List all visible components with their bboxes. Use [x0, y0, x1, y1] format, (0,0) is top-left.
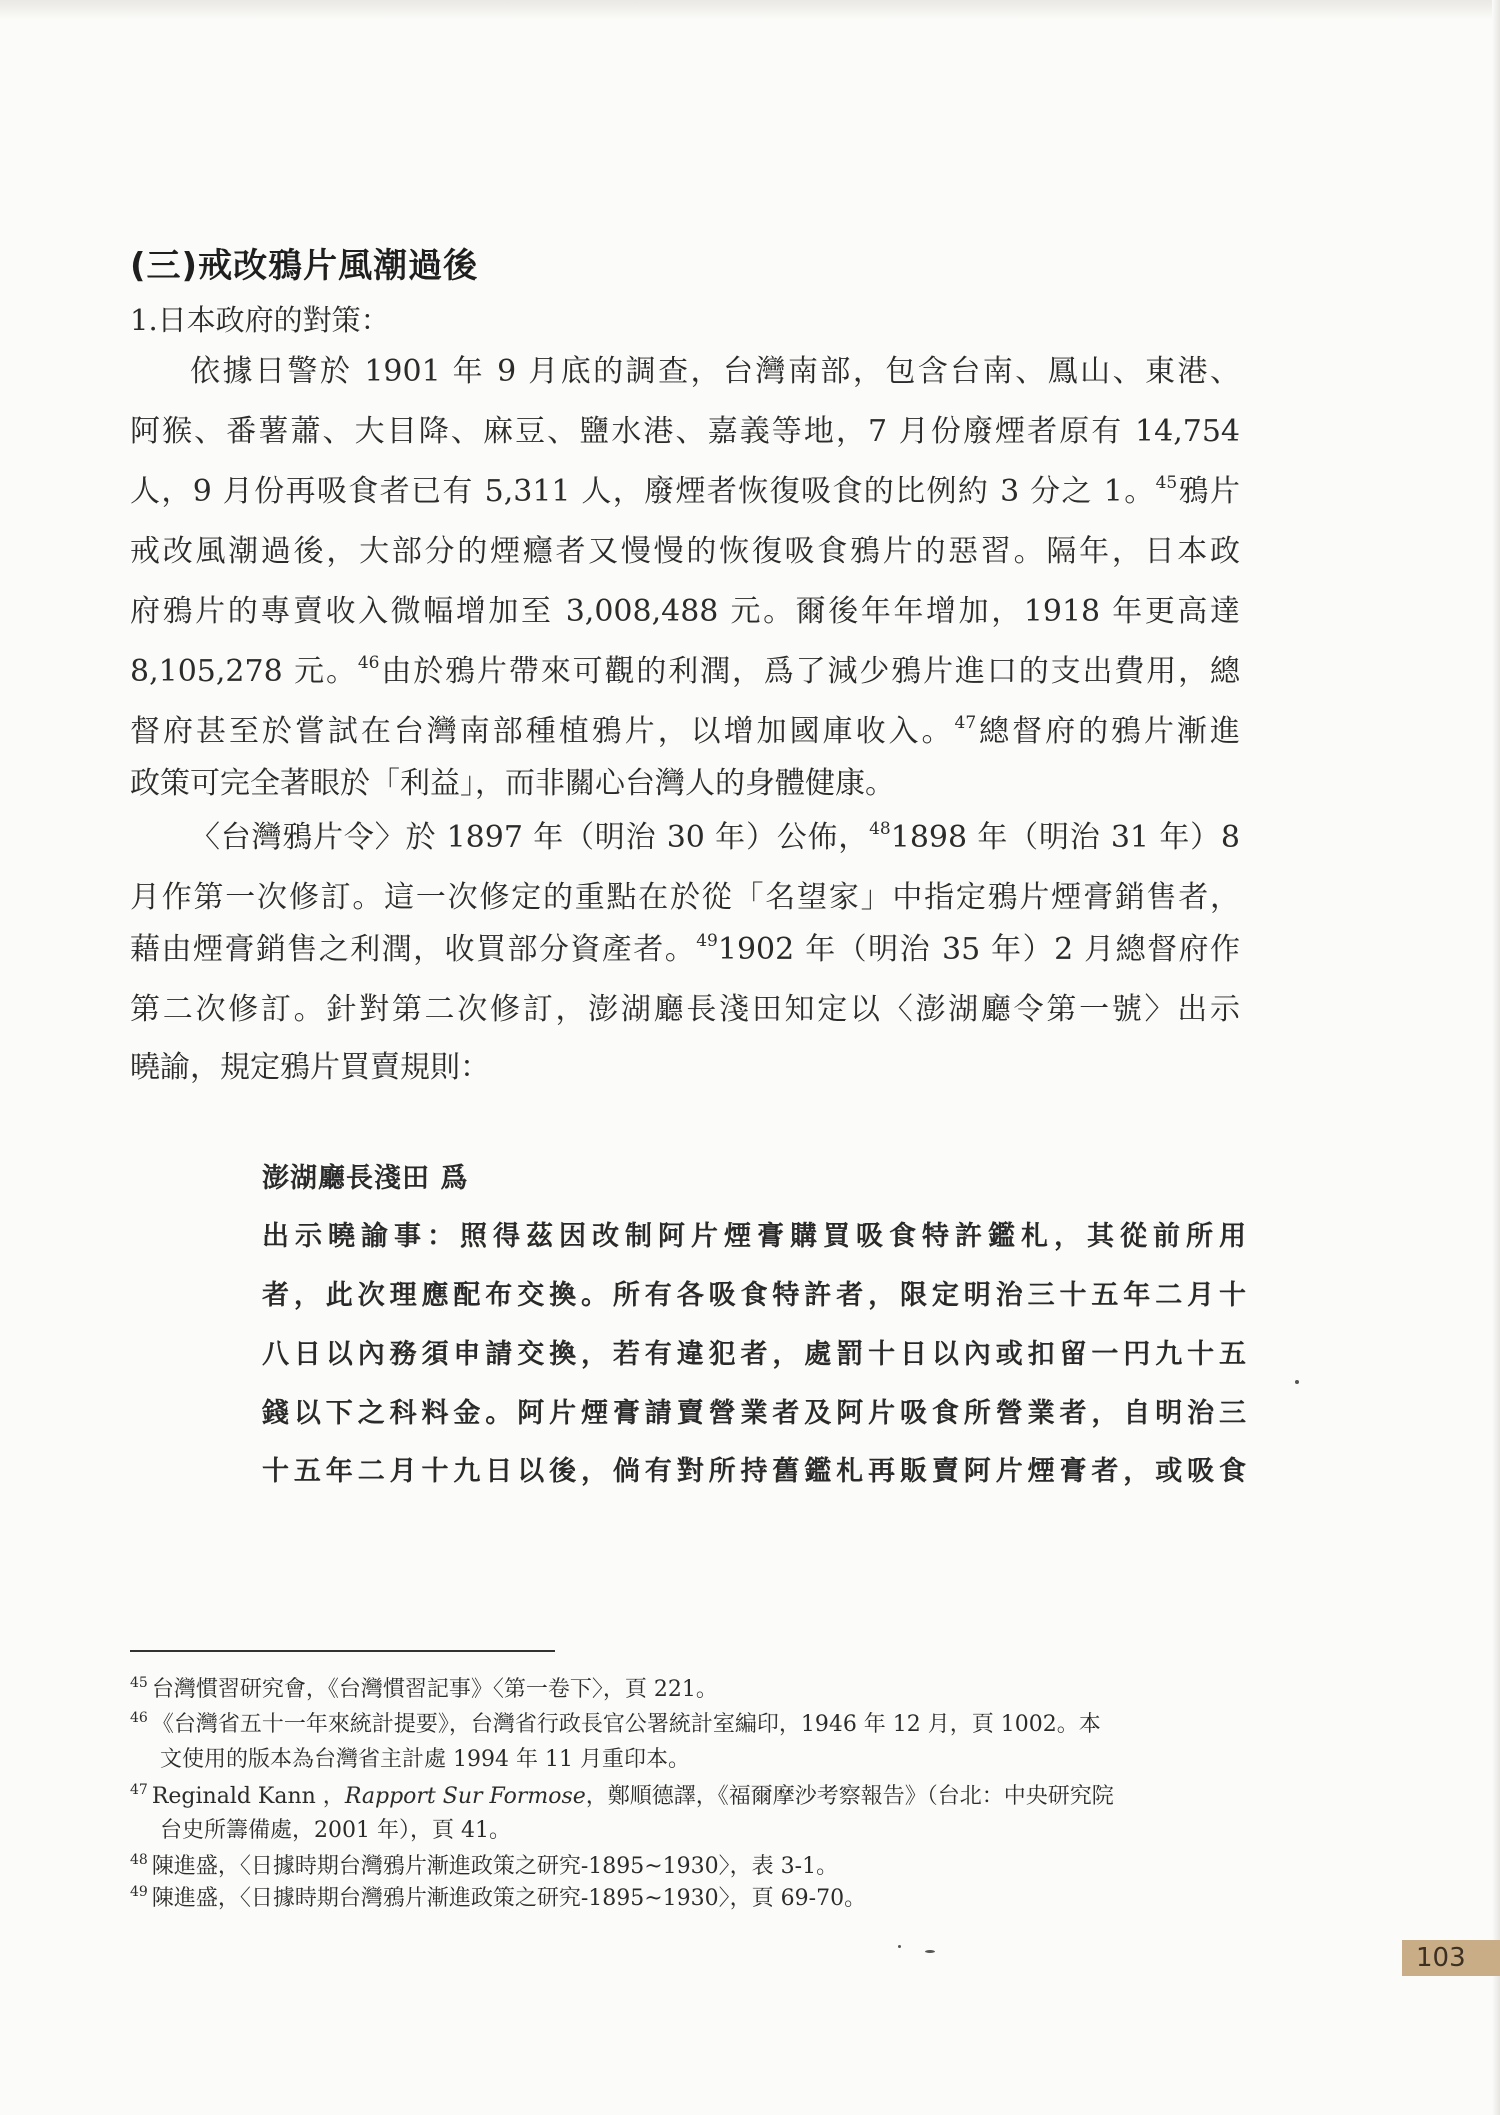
scan-speck — [898, 1945, 901, 1948]
footnote-47 — [130, 1782, 1255, 1812]
page-right-edge — [1492, 0, 1500, 2115]
quote-line: 錢以下之科料金。阿片煙膏請賣營業者及阿片吸食所營業者，自明治三 — [262, 1398, 1247, 1429]
footnote-text: 陳進盛，〈日據時期台灣鴉片漸進政策之研究-1895~1930〉，頁 69-70。 — [151, 1886, 867, 1911]
body-line — [190, 818, 1240, 858]
footnote-46-cont: 文使用的版本為台灣省主計處 1994 年 11 月重印本。 — [160, 1747, 690, 1772]
body-text: 1898 年（明治 31 年）8 — [890, 820, 1240, 855]
subheading: 1.日本政府的對策： — [130, 303, 390, 337]
scan-speck — [1295, 1380, 1299, 1384]
footnote-number: 48 — [130, 1852, 148, 1868]
footnote-48 — [130, 1852, 1255, 1882]
body-line: 月作第一次修訂。這一次修定的重點在於從「名望家」中指定鴉片煙膏銷售者， — [130, 880, 1240, 915]
body-line — [130, 652, 1240, 692]
body-line: 第二次修訂。針對第二次修訂，澎湖廳長淺田知定以〈澎湖廳令第一號〉出示 — [130, 992, 1240, 1027]
body-line — [130, 472, 1240, 512]
scan-speck — [925, 1950, 935, 1953]
body-line: 府鴉片的專賣收入微幅增加至 3,008,488 元。爾後年年增加，1918 年更高達 — [130, 594, 1240, 629]
body-text: 總督府的鴉片漸進 — [976, 714, 1240, 749]
body-text: 1902 年（明治 35 年）2 月總督府作 — [717, 932, 1240, 967]
footnote-text: 《台灣省五十一年來統計提要》，台灣省行政長官公署統計室編印，1946 年 12 月，頁 1002。本 — [151, 1712, 1101, 1737]
body-text: 8,105,278 元。 — [130, 654, 358, 689]
body-line: 阿猴、番薯蕭、大目降、麻豆、鹽水港、嘉義等地，7 月份廢煙者原有 14,754 — [130, 414, 1240, 449]
quote-line: 八日以內務須申請交換，若有違犯者，處罰十日以內或扣留一円九十五 — [262, 1339, 1247, 1370]
body-text: 督府甚至於嘗試在台灣南部種植鴉片，以增加國庫收入。 — [130, 714, 955, 749]
section-heading: (三)戒改鴉片風潮過後 — [130, 246, 479, 286]
footnote-book-title: Rapport Sur Formose — [344, 1784, 586, 1809]
body-text: 鴉片 — [1177, 474, 1240, 509]
footnote-number: 49 — [130, 1884, 148, 1900]
body-text: 人，9 月份再吸食者已有 5,311 人，廢煙者恢復吸食的比例約 3 分之 1。 — [130, 474, 1156, 509]
footnote-45 — [130, 1675, 1255, 1705]
footnote-ref-48: 48 — [869, 819, 891, 839]
body-line: 戒改風潮過後，大部分的煙癮者又慢慢的恢復吸食鴉片的惡習。隔年，日本政 — [130, 534, 1240, 569]
page-number: 103 — [1402, 1940, 1500, 1976]
footnote-ref-47: 47 — [954, 713, 977, 733]
quote-line: 十五年二月十九日以後，倘有對所持舊鑑札再販賣阿片煙膏者，或吸食 — [262, 1456, 1247, 1487]
footnote-number: 47 — [130, 1782, 148, 1798]
body-line: 政策可完全著眼於「利益」，而非關心台灣人的身體健康。 — [130, 766, 895, 801]
footnote-divider — [130, 1650, 555, 1652]
body-line — [130, 712, 1240, 752]
page-top-edge — [0, 0, 1500, 20]
body-text: 〈台灣鴉片令〉於 1897 年（明治 30 年）公佈， — [190, 820, 870, 855]
footnote-ref-49: 49 — [696, 931, 718, 951]
quote-line: 者，此次理應配布交換。所有各吸食特許者，限定明治三十五年二月十 — [262, 1280, 1247, 1311]
footnote-47-cont: 台史所籌備處，2001 年），頁 41。 — [160, 1818, 511, 1843]
body-line: 依據日警於 1901 年 9 月底的調查，台灣南部，包含台南、鳳山、東港、 — [190, 354, 1240, 389]
body-line — [130, 930, 1240, 970]
footnote-ref-45: 45 — [1155, 473, 1178, 493]
quote-line: 澎湖廳長淺田 爲 — [262, 1163, 469, 1194]
footnote-text: ，鄭順德譯，《福爾摩沙考察報告》（台北：中央研究院 — [585, 1784, 1114, 1809]
body-line: 曉諭，規定鴉片買賣規則： — [130, 1050, 490, 1085]
footnote-number: 46 — [130, 1710, 148, 1726]
footnote-text: 陳進盛，〈日據時期台灣鴉片漸進政策之研究-1895~1930〉，表 3-1。 — [151, 1854, 839, 1879]
footnote-author: Reginald Kann ， — [151, 1784, 345, 1809]
footnote-number: 45 — [130, 1675, 148, 1691]
footnote-46 — [130, 1710, 1255, 1740]
footnote-49 — [130, 1884, 1255, 1914]
footnote-ref-46: 46 — [357, 653, 380, 673]
quote-line: 出示曉諭事：照得茲因改制阿片煙膏購買吸食特許鑑札，其從前所用 — [262, 1221, 1247, 1252]
body-text: 藉由煙膏銷售之利潤，收買部分資產者。 — [130, 932, 697, 967]
body-text: 由於鴉片帶來可觀的利潤，爲了減少鴉片進口的支出費用，總 — [379, 654, 1240, 689]
footnote-text: 台灣慣習研究會，《台灣慣習記事》〈第一卷下〉，頁 221。 — [151, 1677, 718, 1702]
